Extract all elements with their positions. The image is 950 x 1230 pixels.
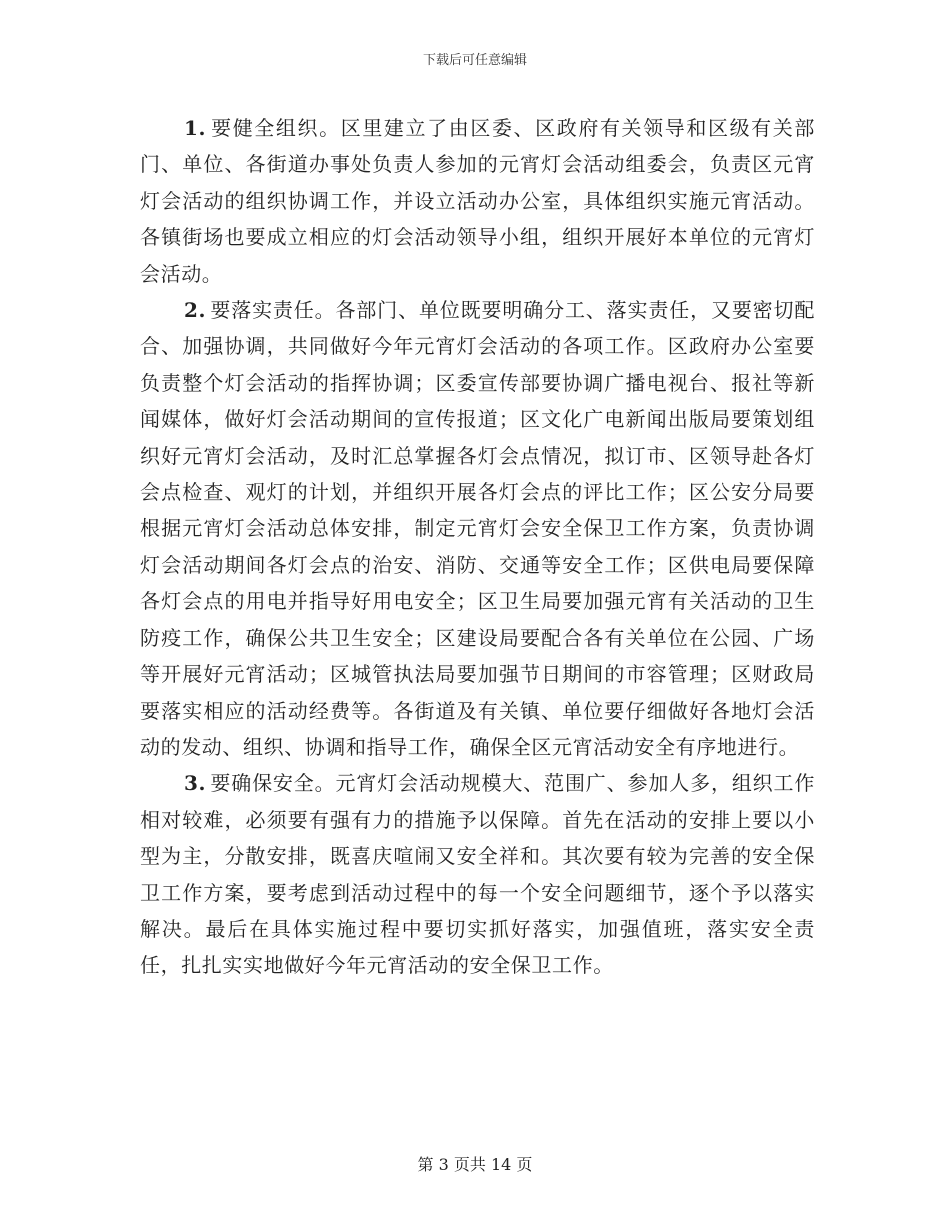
paragraph-1 — [140, 110, 815, 292]
page-header: 下载后可任意编辑 — [422, 53, 527, 68]
paragraph-text: 要健全组织。区里建立了由区委、区政府有关领导和区级有关部门、单位、各街道办事处负责人参加的元宵灯会活动组委会，负责区元宵灯会活动的组织协调工作，并设立活动办公室，具体组织实施元宵活动。各镇街场也要成立相应的灯会活动领导小组，组织开展好本单位的元宵灯会活动。 — [140, 116, 815, 286]
paragraph-number: 1. — [184, 116, 207, 140]
document-body — [140, 110, 815, 984]
paragraph-3 — [140, 765, 815, 983]
paragraph-text: 要落实责任。各部门、单位既要明确分工、落实责任，又要密切配合、加强协调，共同做好今年元宵灯会活动的各项工作。区政府办公室要负责整个灯会活动的指挥协调；区委宣传部要协调广播电视台、报社等新闻媒体，做好灯会活动期间的宣传报道；区文化广电新闻出版局要策划组织好元宵灯会活动，及时汇总掌握各灯会点情况，拟订市、区领导赴各灯会点检查、观灯的计划，并组织开展各灯会点的评比工作；区公安分局要根据元宵灯会活动总体安排，制定元宵灯会安全保卫工作方案，负责协调灯会活动期间各灯会点的治安、消防、交通等安全工作；区供电局要保障各灯会点的用电并指导好用电安全；区卫生局要加强元宵有关活动的卫生防疫工作，确保公共卫生安全；区建设局要配合各有关单位在公园、广场等开展好元宵活动；区城管执法局要加强节日期间的市容管理；区财政局要落实相应的活动经费等。各街道及有关镇、单位要仔细做好各地灯会活动的发动、组织、协调和指导工作，确保全区元宵活动安全有序地进行。 — [140, 298, 815, 759]
paragraph-number: 3. — [184, 771, 207, 796]
paragraph-2 — [140, 292, 815, 765]
paragraph-text: 要确保安全。元宵灯会活动规模大、范围广、参加人多，组织工作相对较难，必须要有强有力的措施予以保障。首先在活动的安排上要以小型为主，分散安排，既喜庆喧闹又安全祥和。其次要有较为完善的安全保卫工作方案，要考虑到活动过程中的每一个安全问题细节，逐个予以落实解决。最后在具体实施过程中要切实抓好落实，加强值班，落实安全责任，扎扎实实地做好今年元宵活动的安全保卫工作。 — [140, 771, 815, 978]
page-footer: 第 3 页共 14 页 — [417, 1155, 533, 1174]
paragraph-number: 2. — [184, 298, 207, 323]
